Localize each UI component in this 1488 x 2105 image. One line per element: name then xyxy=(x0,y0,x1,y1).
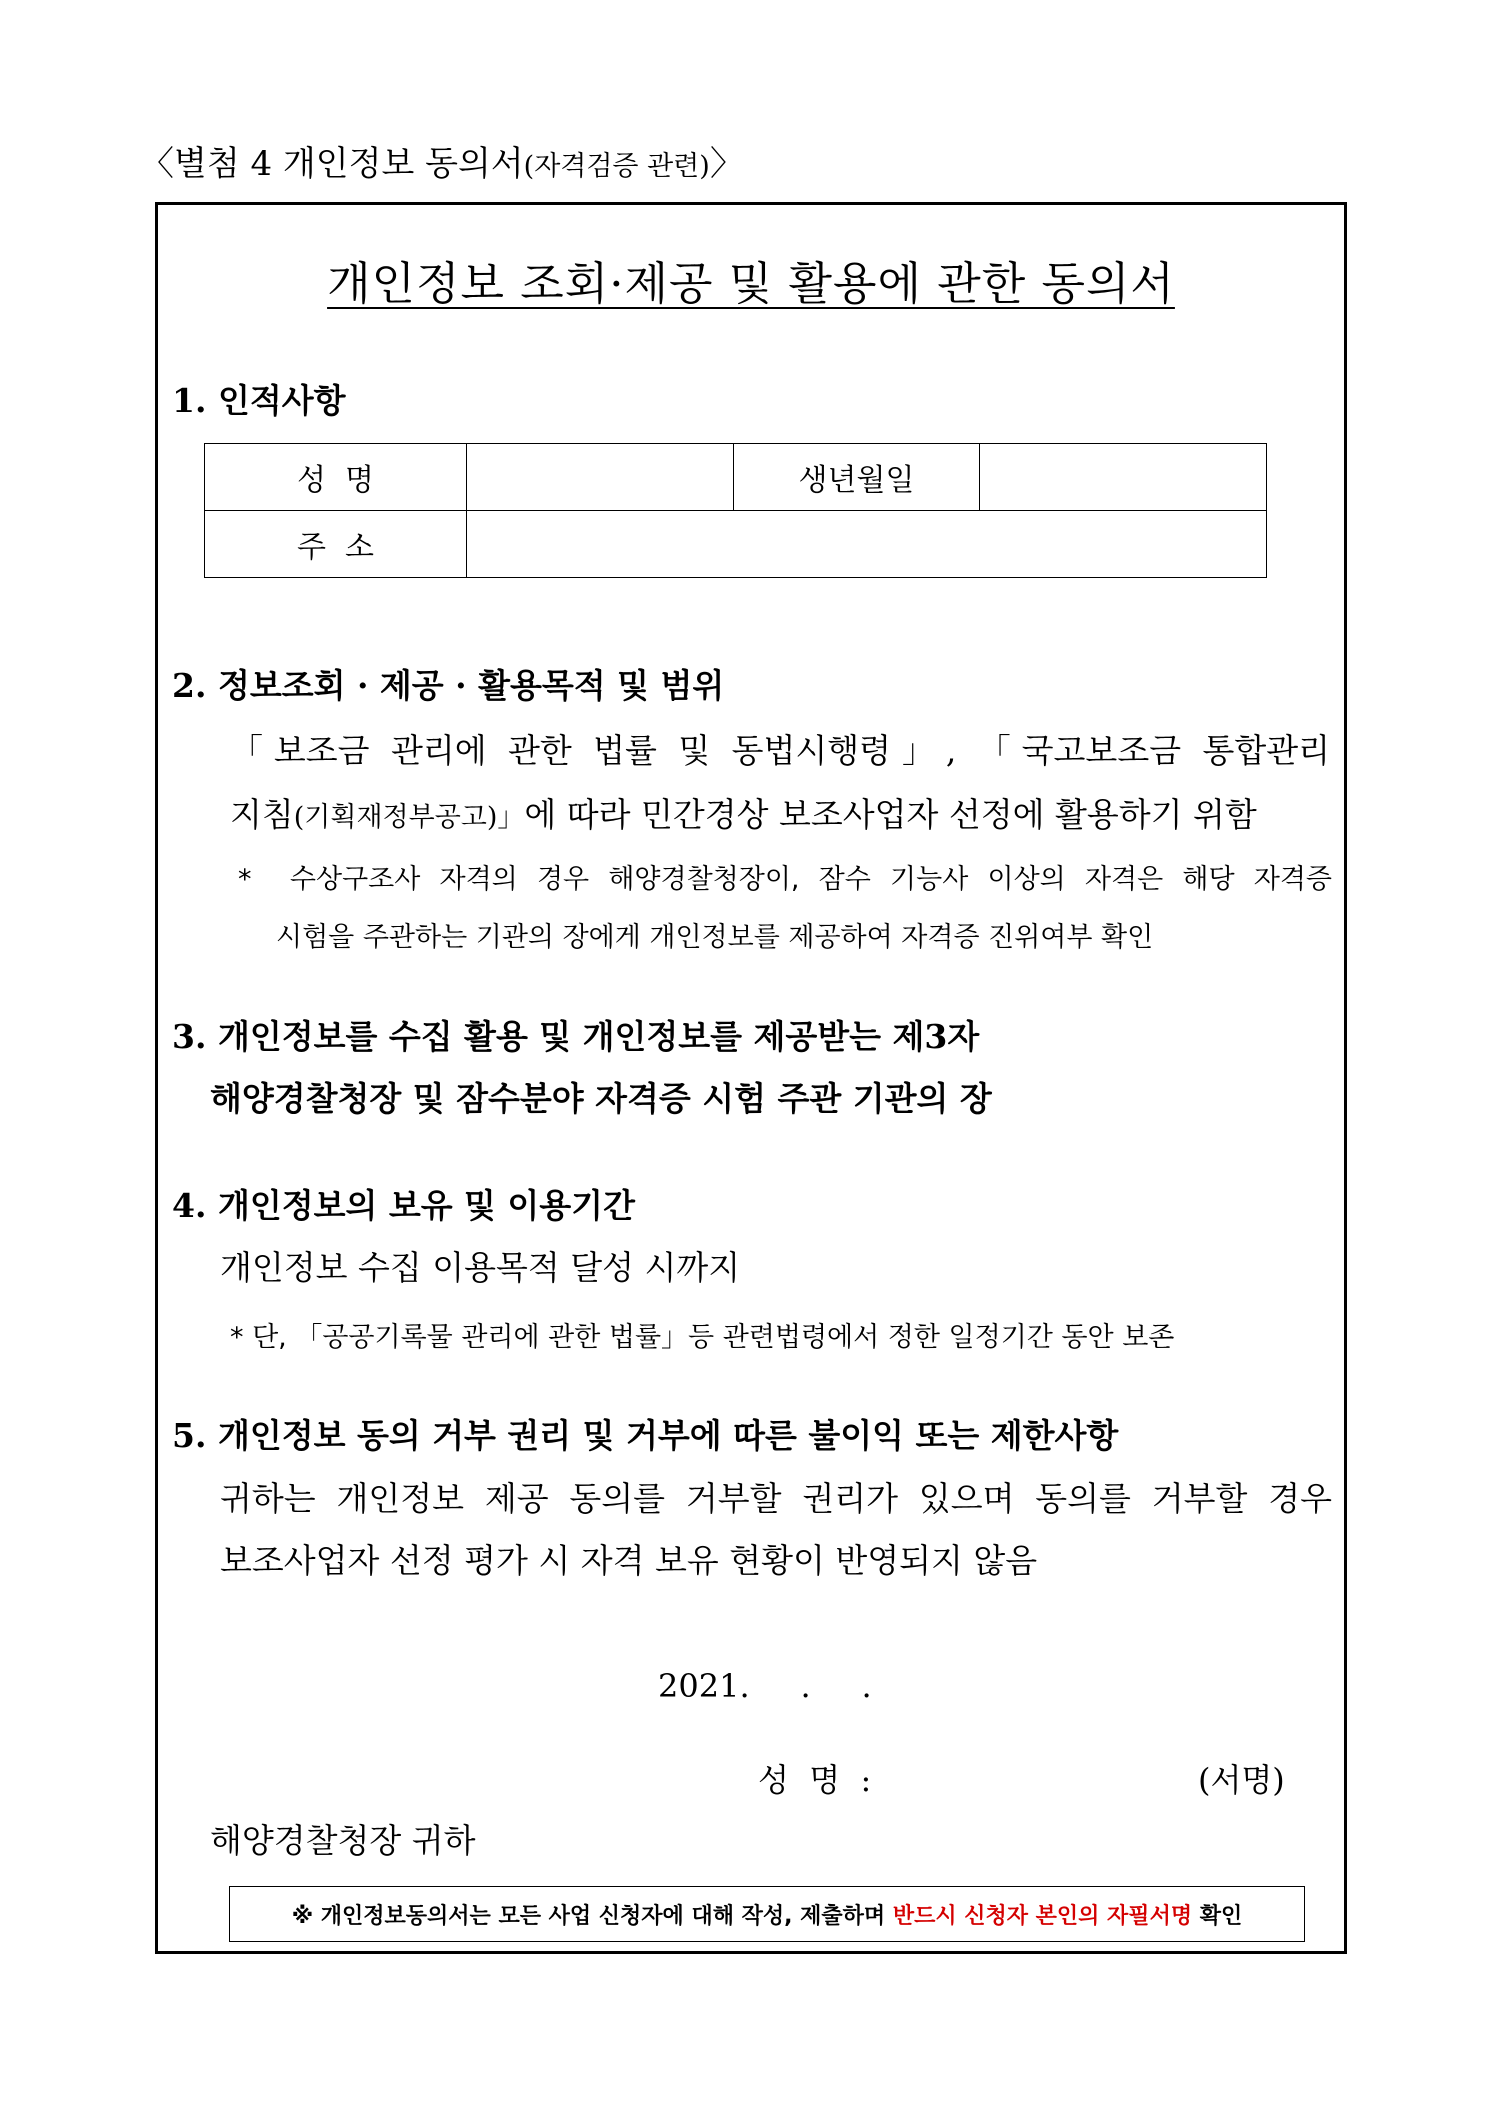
section2-line2-small: (기획재정부공고)」 xyxy=(293,802,525,833)
section5-heading: 5. 개인정보 동의 거부 권리 및 거부에 따른 불이익 또는 제한사항 xyxy=(172,1416,1119,1455)
annex-label-suffix: 〉 xyxy=(709,144,744,184)
notice-box xyxy=(229,1886,1305,1942)
section4-body: 개인정보 수집 이용목적 달성 시까지 xyxy=(220,1248,741,1287)
section4-heading: 4. 개인정보의 보유 및 이용기간 xyxy=(172,1186,635,1225)
section2-line1: 「보조금 관리에 관한 법률 및 동법시행령」, 「국고보조금 통합관리 xyxy=(230,731,1330,770)
signature-note: (서명) xyxy=(1198,1761,1285,1799)
section2-line2 xyxy=(230,789,1257,836)
birthdate-label: 생년월일 xyxy=(734,444,980,511)
signature-label: 성 명 : xyxy=(758,1761,872,1799)
annex-label-prefix: 〈별첨 4 개인정보 동의서 xyxy=(140,144,524,184)
birthdate-field[interactable] xyxy=(980,444,1267,511)
section2-note-line1: * 수상구조사 자격의 경우 해양경찰청장이, 잠수 기능사 이상의 자격은 해당 자격증 xyxy=(238,864,1332,895)
notice-suffix: 확인 xyxy=(1192,1903,1243,1929)
name-field[interactable] xyxy=(467,444,734,511)
personal-info-table xyxy=(204,443,1267,578)
consent-form-frame xyxy=(155,202,1347,1954)
address-label: 주 소 xyxy=(205,511,467,578)
section3-body: 해양경찰청장 및 잠수분야 자격증 시험 주관 기관의 장 xyxy=(210,1079,992,1118)
date-line: 2021. . . xyxy=(658,1667,872,1705)
name-label: 성 명 xyxy=(205,444,467,511)
section5-line2: 보조사업자 선정 평가 시 자격 보유 현황이 반영되지 않음 xyxy=(220,1541,1038,1580)
address-field[interactable] xyxy=(467,511,1267,578)
notice-highlight: 반드시 신청자 본인의 자필서명 xyxy=(892,1903,1193,1929)
table-row xyxy=(205,511,1267,578)
section4-note: * 단, 「공공기록물 관리에 관한 법률」등 관련법령에서 정한 일정기간 동안 보존 xyxy=(230,1322,1175,1353)
document-title-text: 개인정보 조회·제공 및 활용에 관한 동의서 xyxy=(327,257,1175,310)
notice-prefix: ※ 개인정보동의서는 모든 사업 신청자에 대해 작성, 제출하며 xyxy=(291,1903,893,1929)
section1-heading: 1. 인적사항 xyxy=(172,381,346,420)
section2-note-line2: 시험을 주관하는 기관의 장에게 개인정보를 제공하여 자격증 진위여부 확인 xyxy=(276,922,1154,953)
table-row xyxy=(205,444,1267,511)
section2-line2-b: 에 따라 민간경상 보조사업자 선정에 활용하기 위함 xyxy=(524,795,1257,834)
section3-heading: 3. 개인정보를 수집 활용 및 개인정보를 제공받는 제3자 xyxy=(172,1017,980,1056)
addressee: 해양경찰청장 귀하 xyxy=(210,1821,476,1860)
document-title xyxy=(158,247,1344,312)
section2-heading: 2. 정보조회 · 제공 · 활용목적 및 범위 xyxy=(172,666,725,705)
section5-line1: 귀하는 개인정보 제공 동의를 거부할 권리가 있으며 동의를 거부할 경우 xyxy=(220,1479,1332,1518)
section2-line2-a: 지침 xyxy=(230,795,294,834)
annex-label-small: (자격검증 관련) xyxy=(523,151,710,182)
annex-label xyxy=(140,136,744,185)
